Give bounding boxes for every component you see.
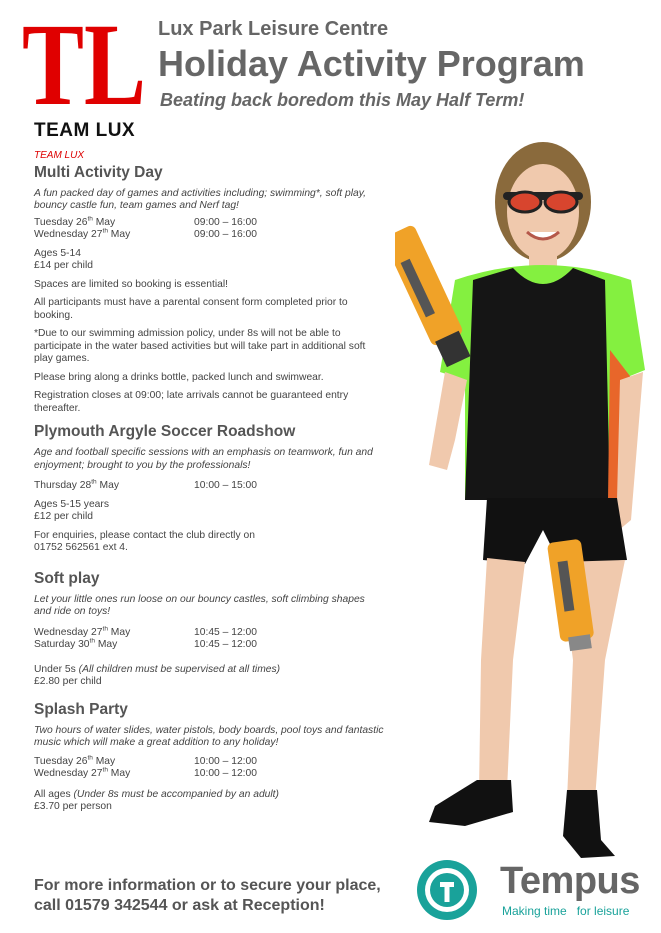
schedule-date: Tuesday 26th May	[34, 215, 116, 228]
schedule	[34, 217, 384, 242]
footer-cta	[34, 876, 381, 916]
footer-line: For more information or to secure your place,	[34, 877, 381, 894]
schedule-time: 10:00 – 12:00	[194, 755, 257, 767]
venue-name: Lux Park Leisure Centre	[158, 18, 389, 40]
age-price	[34, 664, 384, 689]
tempus-tagline: Making time for leisure	[502, 904, 630, 918]
age-price	[34, 789, 384, 814]
left-leg	[479, 558, 525, 792]
section-description: Age and football specific sessions with an emphasis on teamwork, fun and enjoyment; brought to you by the professionals!	[34, 447, 373, 471]
age-price	[34, 248, 384, 273]
schedule-row	[34, 627, 384, 640]
schedule-row	[34, 217, 384, 230]
schedule-date: Wednesday 27th May	[34, 227, 131, 240]
tl-logo-mark	[20, 14, 148, 114]
schedule-date: Wednesday 27th May	[34, 766, 131, 779]
schedule-time: 10:00 – 12:00	[194, 768, 257, 779]
schedule	[34, 480, 384, 493]
tempus-name: Tempus	[500, 860, 640, 902]
section-description: Two hours of water slides, water pistols, body boards, pool toys and fantastic music which will make a great addition to any holiday!	[34, 724, 384, 748]
right-sock	[563, 790, 615, 858]
age-price	[34, 499, 384, 524]
tempus-mark-icon	[414, 858, 480, 922]
contact-phone: 01752 562561 ext 4.	[34, 542, 128, 553]
logo-letters: TL	[22, 14, 146, 114]
section-soccer-roadshow	[34, 423, 384, 555]
schedule-date: Saturday 30th May	[34, 637, 118, 650]
activity-list	[34, 150, 384, 820]
section-splash-party	[34, 701, 384, 814]
contact-text: For enquiries, please contact the club directly on	[34, 529, 255, 541]
schedule-time: 10:00 – 15:00	[194, 480, 257, 491]
section-description: Let your little ones run loose on our bouncy castles, soft climbing shapes and ride on toys!	[34, 593, 365, 617]
tempus-logo	[414, 858, 654, 924]
schedule-date: Thursday 28th May	[34, 478, 119, 491]
left-sock	[429, 780, 513, 826]
schedule-time: 09:00 – 16:00	[194, 229, 257, 240]
team-lux-logo	[20, 14, 148, 141]
schedule-time: 09:00 – 16:00	[194, 216, 257, 228]
ages-note: (Under 8s must be accompanied by an adult)	[73, 788, 279, 800]
schedule-row	[34, 480, 384, 493]
schedule-time: 10:45 – 12:00	[194, 626, 257, 638]
price: £3.70 per person	[34, 801, 112, 812]
section-title: Multi Activity Day	[34, 163, 163, 181]
page-tagline: Beating back boredom this May Half Term!	[160, 90, 525, 110]
price: £12 per child	[34, 511, 93, 522]
schedule-row	[34, 639, 384, 652]
ages: Ages 5-14	[34, 247, 81, 259]
page-title: Holiday Activity Program	[158, 43, 585, 84]
left-arm	[429, 372, 467, 470]
schedule-row	[34, 229, 384, 242]
ages: Under 5s (All children must be supervised at all times)	[34, 663, 281, 675]
info-paragraph: Spaces are limited so booking is essential!	[34, 278, 229, 290]
section-kicker: TEAM LUX	[34, 150, 85, 161]
ages: All ages (Under 8s must be accompanied by an adult)	[34, 788, 279, 800]
footer-line: call 01579 342544 or ask at Reception!	[34, 897, 325, 914]
ages: Ages 5-15 years	[34, 498, 109, 510]
section-title: Soft play	[34, 569, 100, 587]
schedule-row	[34, 756, 384, 769]
person-with-nerf-blasters-illustration	[395, 140, 655, 880]
contact-info	[34, 530, 384, 555]
black-vest	[465, 268, 610, 500]
schedule-time: 10:45 – 12:00	[194, 639, 257, 650]
info-paragraph: Registration closes at 09:00; late arrivals cannot be guaranteed entry thereafter.	[34, 390, 349, 414]
logo-text: TEAM LUX	[34, 120, 136, 141]
schedule	[34, 627, 384, 652]
schedule-date: Tuesday 26th May	[34, 754, 116, 767]
price: £14 per child	[34, 260, 93, 271]
section-description: A fun packed day of games and activities including; swimming*, soft play, bouncy castle fun, team games and Nerf tag!	[34, 187, 366, 211]
section-title: Plymouth Argyle Soccer Roadshow	[34, 423, 296, 440]
info-paragraph: *Due to our swimming admission policy, under 8s will not be able to participate in the water based activities but will take part in additional soft play games.	[34, 328, 366, 364]
ages-note: (All children must be supervised at all times)	[78, 663, 281, 675]
info-paragraph: Please bring along a drinks bottle, packed lunch and swimwear.	[34, 371, 324, 383]
schedule-row	[34, 768, 384, 781]
section-soft-play	[34, 570, 384, 689]
section-multi-activity	[34, 150, 384, 415]
schedule-date: Wednesday 27th May	[34, 625, 131, 638]
info-paragraph: All participants must have a parental consent form completed prior to booking.	[34, 297, 348, 321]
schedule	[34, 756, 384, 781]
price: £2.80 per child	[34, 676, 102, 687]
section-title: Splash Party	[34, 700, 128, 718]
